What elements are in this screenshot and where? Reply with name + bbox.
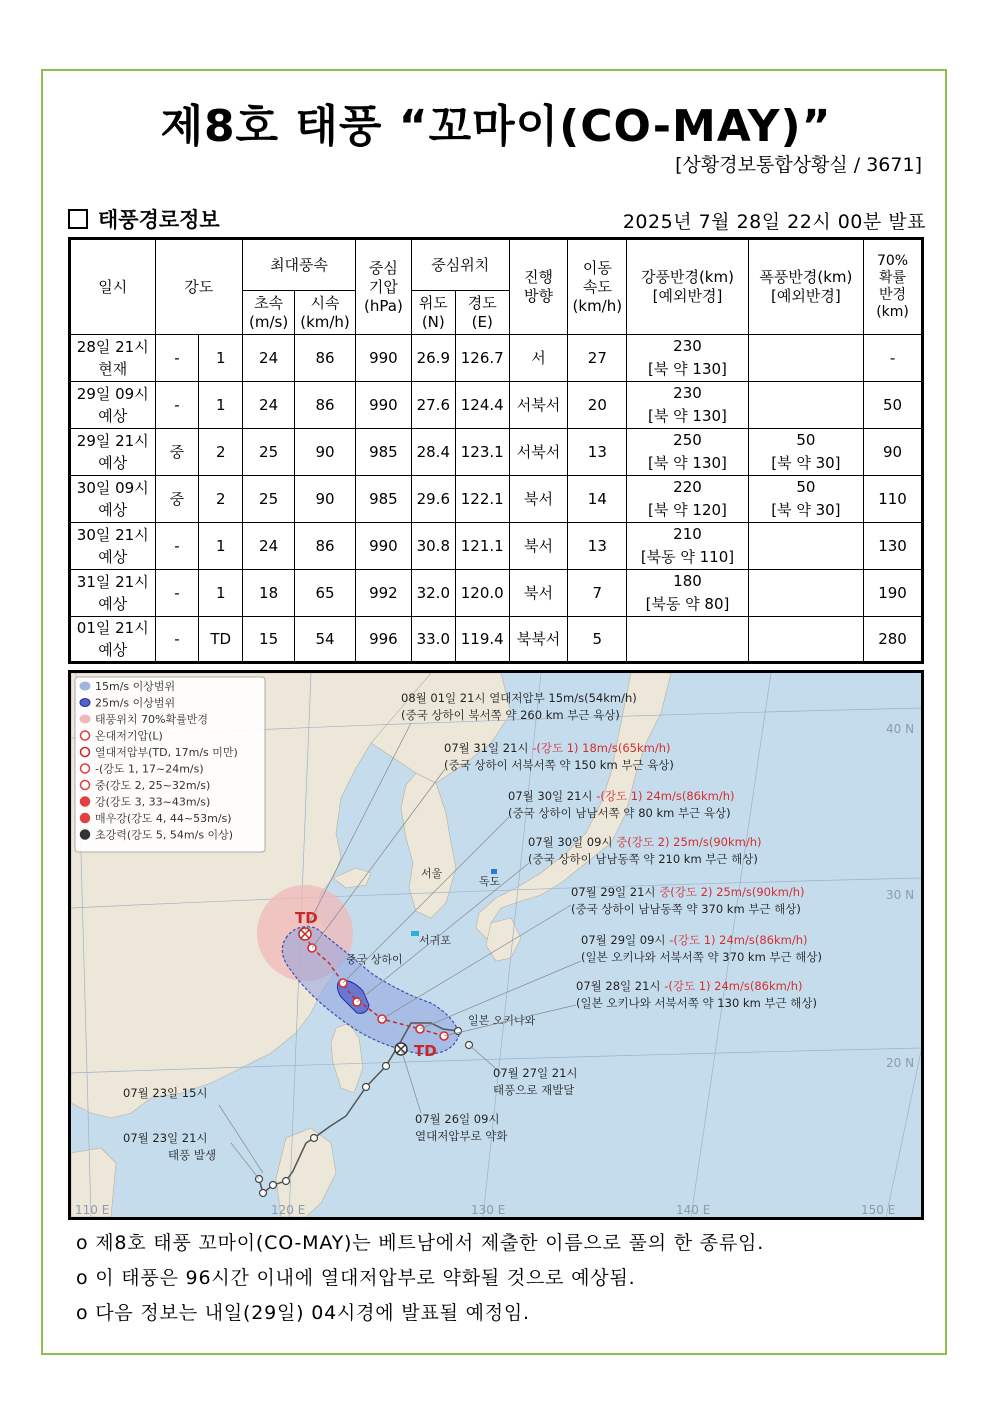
cell-datetime: 29일 21시 예상	[70, 429, 156, 476]
cell-direction: 북북서	[509, 617, 568, 663]
cell-wind-kmh: 86	[295, 382, 356, 429]
cell-lon: 123.1	[455, 429, 509, 476]
annotation-7-time: 07월 28일 21시	[576, 979, 665, 993]
annotation-7-line2: (일본 오키나와 서북서쪽 약 130 km 부근 해상)	[576, 996, 818, 1010]
legend-label: 태풍위치 70%확률반경	[95, 713, 208, 726]
cell-speed: 13	[568, 523, 627, 570]
cell-lon: 124.4	[455, 382, 509, 429]
header-wind-ms: 초속 (m/s)	[243, 291, 295, 335]
legend-symbol-icon	[80, 715, 90, 723]
cell-direction: 서	[509, 335, 568, 382]
lon-label-140: 140 E	[676, 1203, 711, 1217]
cell-gale: 230 [북 약 130]	[627, 335, 748, 382]
header-speed: 이동 속도 (km/h)	[568, 239, 627, 335]
legend-label: 25m/s 이상범위	[95, 696, 176, 710]
table-row	[70, 570, 923, 617]
cell-wind-ms: 24	[243, 523, 295, 570]
cell-prob: 190	[864, 570, 923, 617]
cell-pressure: 990	[355, 335, 411, 382]
annotation-5-line2: (중국 상하이 남남동쪽 약 370 km 부근 해상)	[571, 902, 801, 916]
cell-datetime: 31일 21시 예상	[70, 570, 156, 617]
annotation-6-line2: (일본 오키나와 서북서쪽 약 370 km 부근 해상)	[581, 950, 823, 964]
lon-label-110: 110 E	[75, 1203, 110, 1217]
svg-text:07월 30일 21시 -(강도 1) 24m/s(86km	[508, 789, 735, 803]
cell-gale: 230 [북 약 130]	[627, 382, 748, 429]
td-label-forecast: TD	[295, 909, 318, 927]
legend-symbol-icon	[81, 764, 90, 773]
legend-label: 초강력(강도 5, 54m/s 이상)	[95, 828, 234, 842]
annotation-5-time: 07월 29일 21시	[571, 885, 660, 899]
header-longitude: 경도 (E)	[455, 291, 509, 335]
cell-wind-ms: 24	[243, 335, 295, 382]
legend-symbol-icon	[81, 797, 90, 806]
annotation-3-intensity: -(강도 1) 24m/s(86km/h)	[596, 789, 735, 803]
header-center: 중심위치	[411, 239, 509, 291]
legend-symbol-icon	[80, 682, 90, 690]
cell-lon: 120.0	[455, 570, 509, 617]
cell-intensity: -	[155, 335, 199, 382]
cell-prob: 280	[864, 617, 923, 663]
cell-wind-kmh: 54	[295, 617, 356, 663]
table-row	[70, 617, 923, 663]
cell-grade: 1	[199, 382, 243, 429]
cell-storm	[748, 523, 863, 570]
cell-gale: 250 [북 약 130]	[627, 429, 748, 476]
cell-intensity: -	[155, 523, 199, 570]
cell-storm	[748, 570, 863, 617]
table-row	[70, 335, 923, 382]
section-title: 태풍경로정보	[98, 208, 220, 232]
header-max-wind: 최대풍속	[243, 239, 356, 291]
issued-timestamp: 2025년 7월 28일 22시 00분 발표	[622, 211, 926, 233]
cell-wind-ms: 18	[243, 570, 295, 617]
cell-prob: 50	[864, 382, 923, 429]
cell-wind-kmh: 86	[295, 523, 356, 570]
cell-wind-kmh: 90	[295, 429, 356, 476]
cell-prob: 110	[864, 476, 923, 523]
cell-intensity: -	[155, 382, 199, 429]
annotation-2-line2: (중국 상하이 서북서쪽 약 150 km 부근 육상)	[444, 758, 674, 772]
cell-grade: 1	[199, 570, 243, 617]
cell-lon: 119.4	[455, 617, 509, 663]
cell-storm	[748, 617, 863, 663]
annotation-4-line2: (중국 상하이 남남동쪽 약 210 km 부근 해상)	[528, 852, 758, 866]
legend-label: 15m/s 이상범위	[95, 680, 176, 693]
cell-grade: 2	[199, 476, 243, 523]
cell-lat: 29.6	[411, 476, 455, 523]
svg-text:07월 29일 09시 -(강도 1) 24m/s(86km	[581, 933, 808, 947]
cell-wind-ms: 15	[243, 617, 295, 663]
legend-symbol-icon	[81, 748, 90, 757]
typhoon-track-map	[68, 670, 924, 1220]
cell-intensity: -	[155, 617, 199, 663]
svg-text:07월 28일 21시 -(강도 1) 24m/s(86km	[576, 979, 803, 993]
checkbox-icon	[68, 209, 88, 229]
cell-storm: 50 [북 약 30]	[748, 476, 863, 523]
header-storm-radius: 폭풍반경(km) [예외반경]	[748, 239, 863, 335]
lat-label-40: 40 N	[886, 722, 915, 736]
kyushu	[486, 918, 521, 961]
annotation-5-intensity: 중(강도 2) 25m/s(90km/h)	[659, 885, 805, 899]
past-label-3-line1: 07월 23일 15시	[123, 1086, 208, 1100]
cell-datetime: 30일 09시 예상	[70, 476, 156, 523]
cell-intensity: -	[155, 570, 199, 617]
cell-speed: 7	[568, 570, 627, 617]
cell-direction: 북서	[509, 523, 568, 570]
typhoon-track-table	[68, 237, 924, 664]
place-okinawa: 일본 오키나와	[468, 1014, 536, 1027]
korean-peninsula	[401, 773, 456, 918]
cell-speed: 5	[568, 617, 627, 663]
annotation-4-time: 07월 30일 09시	[528, 835, 617, 849]
table-row	[70, 476, 923, 523]
past-label-2-line2: 열대저압부로 약화	[415, 1129, 508, 1143]
cell-wind-ms: 25	[243, 429, 295, 476]
cell-gale: 180 [북동 약 80]	[627, 570, 748, 617]
past-label-4-line1: 07월 23일 21시	[123, 1131, 208, 1145]
shandong-peninsula	[333, 868, 371, 888]
cell-gale	[627, 617, 748, 663]
cell-storm	[748, 382, 863, 429]
taiwan	[331, 1023, 363, 1093]
note-item: o 제8호 태풍 꼬마이(CO-MAY)는 베트남에서 제출한 이름으로 풀의 한 종류임.	[76, 1232, 765, 1254]
cell-speed: 13	[568, 429, 627, 476]
cell-lat: 26.9	[411, 335, 455, 382]
svg-text:07월 31일 21시 -(강도 1) 18m/s(65km	[444, 741, 671, 755]
lat-label-30: 30 N	[886, 888, 915, 902]
cell-wind-ms: 24	[243, 382, 295, 429]
section-heading	[68, 204, 220, 234]
lat-label-20: 20 N	[886, 1056, 915, 1070]
annotation-3-time: 07월 30일 21시	[508, 789, 597, 803]
header-intensity: 강도	[155, 239, 243, 335]
cell-storm: 50 [북 약 30]	[748, 429, 863, 476]
department-contact: [상황경보통합상황실 / 3671]	[675, 154, 922, 176]
cell-gale: 210 [북동 약 110]	[627, 523, 748, 570]
page-title: 제8호 태풍 “꼬마이(CO-MAY)”	[160, 101, 832, 152]
legend-label: 온대저기압(L)	[95, 729, 163, 743]
cell-wind-kmh: 65	[295, 570, 356, 617]
place-shanghai: 중국 상하이	[346, 953, 403, 966]
cell-wind-kmh: 86	[295, 335, 356, 382]
past-label-1-line1: 07월 27일 21시	[493, 1066, 578, 1080]
place-dokdo: 독도	[479, 875, 501, 888]
cell-datetime: 28일 21시 현재	[70, 335, 156, 382]
cell-gale: 220 [북 약 120]	[627, 476, 748, 523]
annotation-7-intensity: -(강도 1) 24m/s(86km/h)	[664, 979, 803, 993]
cell-lat: 30.8	[411, 523, 455, 570]
header-probability-radius: 70% 확률 반경 (km)	[864, 239, 923, 335]
cell-grade: 2	[199, 429, 243, 476]
cell-pressure: 990	[355, 523, 411, 570]
cell-datetime: 29일 09시 예상	[70, 382, 156, 429]
cell-lon: 126.7	[455, 335, 509, 382]
cell-pressure: 985	[355, 429, 411, 476]
cell-datetime: 30일 21시 예상	[70, 523, 156, 570]
cell-prob: 130	[864, 523, 923, 570]
cell-lat: 28.4	[411, 429, 455, 476]
cell-datetime: 01일 21시 예상	[70, 617, 156, 663]
cell-speed: 27	[568, 335, 627, 382]
annotation-6-intensity: -(강도 1) 24m/s(86km/h)	[669, 933, 808, 947]
cell-pressure: 990	[355, 382, 411, 429]
cell-pressure: 985	[355, 476, 411, 523]
cell-direction: 서북서	[509, 382, 568, 429]
cell-grade: 1	[199, 335, 243, 382]
legend-symbol-icon	[81, 731, 90, 740]
legend-label: 중(강도 2, 25~32m/s)	[95, 779, 211, 792]
legend-symbol-icon	[81, 830, 90, 839]
cell-lon: 121.1	[455, 523, 509, 570]
annotation-2-time: 07월 31일 21시	[444, 741, 533, 755]
map-legend	[75, 677, 265, 852]
annotation-1-line1: 08월 01일 21시 열대저압부 15m/s(54km/h)	[401, 691, 637, 705]
note-item: o 이 태풍은 96시간 이내에 열대저압부로 약화될 것으로 예상됨.	[76, 1267, 636, 1289]
header-direction: 진행 방향	[509, 239, 568, 335]
annotation-1-line2: (중국 상하이 북서쪽 약 260 km 부근 육상)	[401, 708, 620, 722]
cell-intensity: 중	[155, 476, 199, 523]
cell-wind-ms: 25	[243, 476, 295, 523]
annotation-6-time: 07월 29일 09시	[581, 933, 670, 947]
td-marker-forecast	[299, 928, 311, 940]
table-row	[70, 382, 923, 429]
table-row	[70, 523, 923, 570]
past-label-4-line2: 태풍 발생	[168, 1148, 217, 1162]
annotation-3-line2: (중국 상하이 남남서쪽 약 80 km 부근 육상)	[508, 806, 731, 820]
cell-lon: 122.1	[455, 476, 509, 523]
header-gale-radius: 강풍반경(km) [예외반경]	[627, 239, 748, 335]
cell-lat: 27.6	[411, 382, 455, 429]
lon-label-150: 150 E	[861, 1203, 896, 1217]
cell-direction: 북서	[509, 570, 568, 617]
cell-storm	[748, 335, 863, 382]
legend-symbol-icon	[81, 781, 90, 790]
legend-label: 매우강(강도 4, 44~53m/s)	[95, 812, 232, 825]
annotation-4-intensity: 중(강도 2) 25m/s(90km/h)	[616, 835, 762, 849]
notes-list	[76, 1231, 764, 1336]
svg-text:07월 29일 21시 중(강도 2) 25m/s(90km	[571, 885, 804, 899]
td-label-past: TD	[414, 1042, 437, 1060]
header-pressure: 중심 기압 (hPa)	[355, 239, 411, 335]
lon-label-130: 130 E	[471, 1203, 506, 1217]
legend-symbol-icon	[81, 814, 90, 823]
cell-grade: TD	[199, 617, 243, 663]
cell-intensity: 중	[155, 429, 199, 476]
legend-label: 열대저압부(TD, 17m/s 미만)	[95, 746, 238, 759]
cell-lat: 32.0	[411, 570, 455, 617]
cell-speed: 20	[568, 382, 627, 429]
cell-prob: -	[864, 335, 923, 382]
cell-pressure: 992	[355, 570, 411, 617]
header-datetime: 일시	[70, 239, 156, 335]
cell-direction: 서북서	[509, 429, 568, 476]
table-row	[70, 429, 923, 476]
header-wind-kmh: 시속 (km/h)	[295, 291, 356, 335]
header-latitude: 위도 (N)	[411, 291, 455, 335]
legend-symbol-icon	[80, 699, 90, 707]
cell-grade: 1	[199, 523, 243, 570]
legend-label: 강(강도 3, 33~43m/s)	[95, 795, 211, 809]
cell-wind-kmh: 90	[295, 476, 356, 523]
past-label-2-line1: 07월 26일 09시	[415, 1112, 500, 1126]
legend-label: -(강도 1, 17~24m/s)	[95, 762, 204, 776]
cell-lat: 33.0	[411, 617, 455, 663]
past-label-1-line2: 태풍으로 재발달	[493, 1083, 575, 1097]
lon-label-120: 120 E	[271, 1203, 306, 1217]
annotation-2-intensity: -(강도 1) 18m/s(65km/h)	[532, 741, 671, 755]
cell-pressure: 996	[355, 617, 411, 663]
place-seogwipo: 서귀포	[419, 934, 451, 947]
svg-text:07월 30일 09시 중(강도 2) 25m/s(90km	[528, 835, 761, 849]
place-seoul: 서울	[421, 867, 443, 880]
note-item: o 다음 정보는 내일(29일) 04시경에 발표될 예정임.	[76, 1302, 530, 1324]
cell-direction: 북서	[509, 476, 568, 523]
cell-speed: 14	[568, 476, 627, 523]
cell-prob: 90	[864, 429, 923, 476]
